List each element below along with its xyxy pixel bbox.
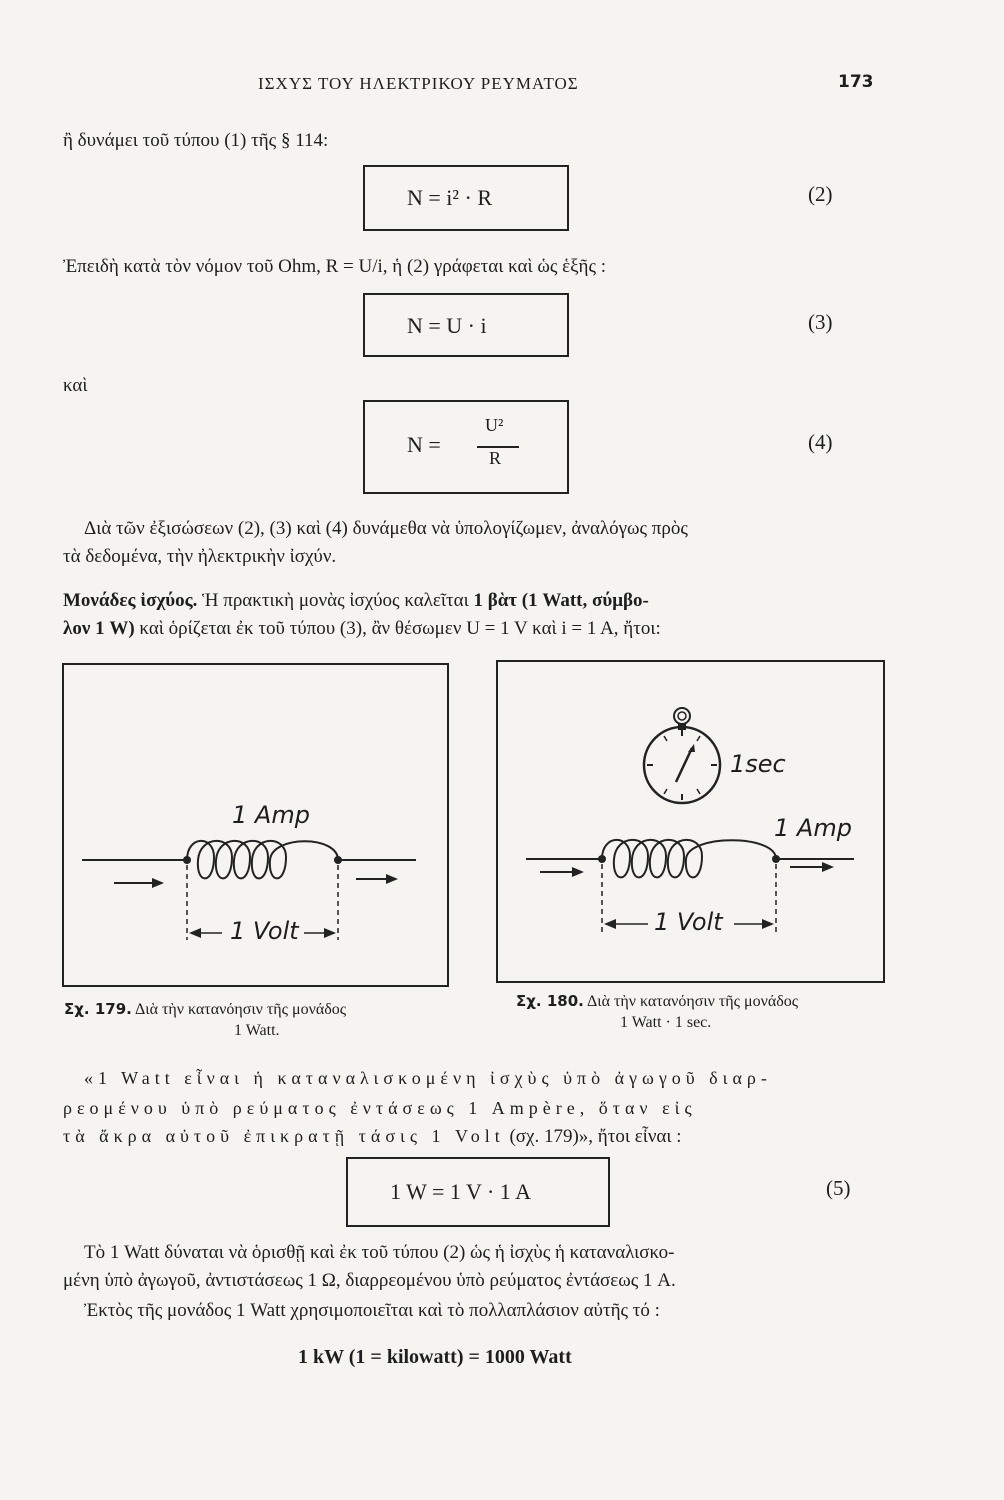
current-label-179: 1 Amp (232, 801, 310, 829)
intro-line: ἢ δυνάμει τοῦ τύπου (1) τῆς § 114: (63, 130, 329, 151)
equation-3-box (363, 293, 569, 357)
voltage-label-180: 1 Volt (654, 908, 723, 936)
equation-4-box (363, 400, 569, 494)
equation-3-number: (3) (808, 310, 833, 334)
paragraph-3-line-2: μένη ὑπὸ ἀγωγοῦ, ἀντιστάσεως 1 Ω, διαρρεομένου ὑπὸ ρεύματος ἐντάσεως 1 A. (63, 1270, 676, 1291)
equation-5: 1 W = 1 V · 1 A (390, 1179, 531, 1204)
caption-179-line-2: 1 Watt. (234, 1022, 280, 1039)
equation-2-box (363, 165, 569, 231)
watt-term: 1 βὰτ (1 Watt, σύμβο- (473, 590, 649, 611)
equation-4-numerator: U² (485, 415, 504, 435)
caption-180-text: Διὰ τὴν κατανόησιν τῆς μονάδος (583, 993, 799, 1010)
final-equation: 1 kW (1 = kilowatt) = 1000 Watt (298, 1346, 572, 1368)
definition-line-3-rest: (σχ. 179)», ἤτοι εἶναι : (504, 1126, 682, 1147)
equation-5-box (346, 1157, 610, 1227)
definition-line-3-spaced: τὰ ἄκρα αὐτοῦ ἐπικρατῇ τάσις 1 Volt (63, 1126, 505, 1146)
units-definition: καὶ ὁρίζεται ἐκ τοῦ τύπου (3), ἂν θέσωμεν U = 1 V καὶ i = 1 A, ἤτοι: (134, 618, 661, 639)
equation-5-number: (5) (826, 1176, 851, 1200)
time-label-180: 1sec (730, 750, 786, 778)
units-heading: Μονάδες ἰσχύος. (63, 590, 198, 611)
caption-179-number: Σχ. 179. (64, 1000, 132, 1018)
equation-2-number: (2) (808, 182, 833, 206)
figure-180 (496, 660, 885, 983)
voltage-label-179: 1 Volt (230, 917, 299, 945)
running-title: ΙΣΧΥΣ ΤΟΥ ΗΛΕΚΤΡΙΚΟΥ ΡΕΥΜΑΤΟΣ (258, 74, 579, 93)
watt-symbol: λον 1 W) (63, 618, 135, 639)
figure-179 (62, 663, 449, 987)
units-paragraph-line-2 (63, 618, 661, 640)
paragraph-1-line-2: τὰ δεδομένα, τὴν ἠλεκτρικὴν ἰσχύν. (63, 546, 337, 567)
equation-3: N = U · i (407, 313, 487, 338)
current-label-180: 1 Amp (774, 814, 852, 842)
kai-word: καὶ (63, 375, 88, 396)
stopwatch-ring-icon (674, 708, 690, 724)
equation-4-lhs: N = (407, 432, 441, 457)
definition-line-3 (63, 1126, 682, 1148)
definition-line-1: «1 Watt εἶναι ἡ καταναλισκομένη ἰσχὺς ὑπὸ ἀγωγοῦ διαρ- (84, 1068, 772, 1088)
caption-180-number: Σχ. 180. (516, 992, 584, 1010)
page-number: 173 (838, 72, 874, 92)
units-text: Ἡ πρακτικὴ μονὰς ἰσχύος καλεῖται (197, 590, 474, 611)
units-paragraph-line-1 (63, 590, 649, 612)
equation-4-number: (4) (808, 430, 833, 454)
ohm-line: Ἐπειδὴ κατὰ τὸν νόμον τοῦ Ohm, R = U/i, ἡ (2) γράφεται καὶ ὡς ἑξῆς : (63, 256, 607, 277)
paragraph-4: Ἐκτὸς τῆς μονάδος 1 Watt χρησιμοποιεῖται καὶ τὸ πολλαπλάσιον αὐτῆς τό : (84, 1300, 660, 1321)
caption-180-line-2: 1 Watt · 1 sec. (620, 1014, 712, 1031)
stopwatch-icon (644, 727, 720, 803)
equation-4-denominator: R (489, 448, 502, 468)
paragraph-3-line-1: Τὸ 1 Watt δύναται νὰ ὁρισθῇ καὶ ἐκ τοῦ τύπου (2) ὡς ἡ ἰσχὺς ἡ καταναλισκο- (84, 1242, 675, 1263)
definition-line-2: ρεομένου ὑπὸ ρεύματος ἐντάσεως 1 Ampère, ὅταν εἰς (63, 1098, 697, 1118)
page-header (0, 68, 1004, 98)
caption-179-line-1 (64, 1000, 346, 1019)
caption-180-line-1 (516, 992, 798, 1011)
equation-2: N = i² · R (407, 185, 493, 210)
paragraph-1-line-1: Διὰ τῶν ἐξισώσεων (2), (3) καὶ (4) δυνάμεθα νὰ ὑπολογίζωμεν, ἀναλόγως πρὸς (84, 518, 688, 539)
caption-179-text: Διὰ τὴν κατανόησιν τῆς μονάδος (131, 1001, 347, 1018)
